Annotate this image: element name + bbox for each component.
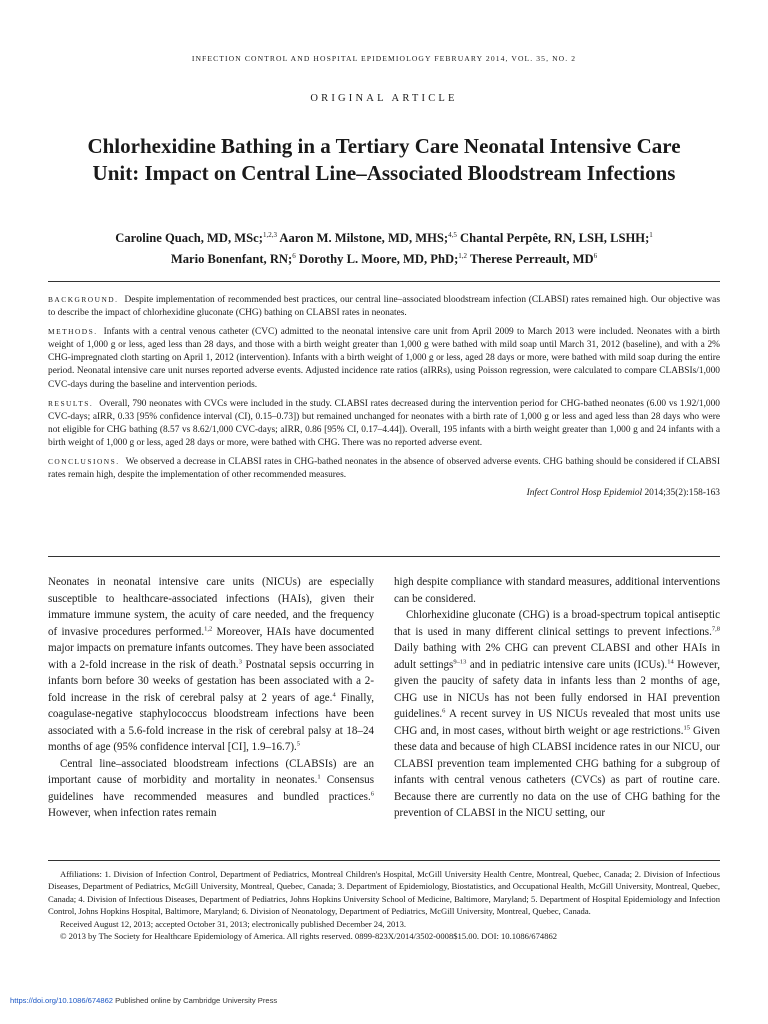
citation-ref: 7,8 xyxy=(711,624,720,632)
citation-ref: 1,2 xyxy=(204,624,213,632)
published-note: Published online by Cambridge University Press xyxy=(113,996,278,1005)
author-affil: 6 xyxy=(593,252,598,261)
author-affil: 1,2 xyxy=(458,252,468,261)
author-list xyxy=(60,226,708,268)
text: Moreover, HAIs have documented major impacts on premature infants outcomes. They have been associated with a 2-fold increase in the risk of death. xyxy=(48,625,374,671)
body-column-right xyxy=(394,574,720,822)
text: Daily bathing with 2% CHG can prevent CLABSI and other HAIs in adult settings xyxy=(394,642,720,671)
citation-ref: 1 xyxy=(317,773,321,781)
citation-ref: 5 xyxy=(296,740,301,748)
text: However, when infection rates remain xyxy=(48,807,217,819)
title-line-1: Chlorhexidine Bathing in a Tertiary Care Neonatal Intensive Care xyxy=(87,134,681,158)
citation-journal: Infect Control Hosp Epidemiol xyxy=(526,488,643,499)
citation xyxy=(48,487,720,500)
received-dates: Received August 12, 2013; accepted October 31, 2013; electronically published December 24, 2013. xyxy=(60,918,407,929)
text: Postnatal sepsis occurring in infants born before 30 weeks of gestation has been associated with a 2-fold increase in the risk of cerebral palsy at 2 years of age. xyxy=(48,658,374,704)
author: Aaron M. Milstone, MD, MHS; xyxy=(276,231,449,246)
body-column-left xyxy=(48,574,374,822)
citation-ref: 4 xyxy=(332,690,336,698)
text: high despite compliance with standard measures, additional interventions can be considered. xyxy=(394,576,720,605)
abstract-text: We observed a decrease in CLABSI rates in CHG-bathed neonates in the absence of observed adverse events. CHG bathing should be considered if CLABSI rates remain high, despite the implementation of other recommended measures. xyxy=(48,457,720,481)
divider xyxy=(48,556,720,557)
abstract-text: Infants with a central venous catheter (CVC) admitted to the neonatal intensive care unit from April 2009 to March 2013 were included. Neonates with a birth weight of 1,000 g or less, aged less than 28 days, and those with a birth weight greater than 1,000 g were bathed with mild soap until March 31, 2012 (baseline), and with a 2% CHG-impregnated cloth starting on April 1, 2012 (intervention). Infants with a birth weight of 1,000 g or less, aged 28 days or more, were bathed with mild soap during the entire period. Neonatal intensive care unit nurses reported adverse events. Adjusted incidence rate ratios (aIRRs), using Poisson regression, were calculated to compare CLABSIs/1,000 CVC-days during the baseline and intervention periods. xyxy=(48,327,720,390)
author: Dorothy L. Moore, MD, PhD; xyxy=(295,252,459,267)
abstract-background xyxy=(48,293,720,320)
title-line-2: Unit: Impact on Central Line–Associated Bloodstream Infections xyxy=(92,161,676,185)
paragraph xyxy=(394,574,720,607)
abstract-heading: BACKGROUND. xyxy=(48,295,119,304)
abstract-results xyxy=(48,397,720,450)
author-affil: 1,2,3 xyxy=(262,231,277,239)
paragraph xyxy=(394,607,720,822)
page-footer xyxy=(10,996,277,1005)
copyright-line: © 2013 by The Society for Healthcare Epidemiology of America. All rights reserved. 0899-823X/2014/3502-0008$15.00. DOI: 10.1086/674862 xyxy=(60,931,558,942)
article-type: ORIGINAL ARTICLE xyxy=(310,93,458,104)
abstract-text: Despite implementation of recommended best practices, our central line–associated bloodstream infection (CLABSI) rates remained high. Our objective was to describe the impact of chlorhexidine gluconate (CHG) bathing on CLABSI rates in neonates. xyxy=(48,295,720,319)
text: and in pediatric intensive care units (ICUs). xyxy=(466,658,668,671)
author-affil: 4,5 xyxy=(448,231,457,239)
article-title xyxy=(40,133,728,187)
abstract-text: Overall, 790 neonates with CVCs were included in the study. CLABSI rates decreased during the intervention period for CHG-bathed neonates (6.00 vs 1.92/1,000 CVC-days; aIRR, 0.33 [95% confidence interval (CI), 0.15–0.73]) but remained unchanged for neonates with a birth rate of 1,000 g or less and aged less than 28 days who were not eligible for CHG bathing (8.57 vs 8.62/1,000 CVC-days; aIRR, 0.86 [95% CI, 0.17–4.44]). Overall, 195 infants with a birth weight greater than 1,000 g and 24 infants with a birth weight of 1,000 g or less, aged 28 days or more, were bathed with CHG. There was no reported adverse event. xyxy=(48,398,720,448)
abstract-methods xyxy=(48,325,720,391)
text: However, given the paucity of safety data in infants less than 2 months of age, CHG use in NICUs has not been fully endorsed in HAI prevention guidelines. xyxy=(394,658,721,720)
text: Given these data and because of high CLABSI incidence rates in our NICU, our CLABSI prevention team implemented CHG bathing for a subgroup of infants with central venous catheters (CVCs) as part of routine care. Because there are currently no data on the use of CHG bathing for the prevention of CLABSI in the NICU setting, our xyxy=(394,724,720,819)
text: Central line–associated bloodstream infections (CLABSIs) are an important cause of morbidity and mortality in neonates. xyxy=(48,757,374,786)
citation-ref: 9–13 xyxy=(453,657,467,665)
citation-ref: 15 xyxy=(683,723,690,731)
doi-link[interactable]: https://doi.org/10.1086/674862 xyxy=(10,996,114,1005)
citation-ref: 2014;35(2):158-163 xyxy=(642,488,720,499)
divider xyxy=(48,281,720,282)
text: A recent survey in US NICUs revealed that most units use CHG and, in most cases, without birth weight or age restrictions. xyxy=(394,708,720,737)
citation-ref: 3 xyxy=(238,657,242,665)
text: Consensus guidelines have recommended measures and bundled practices. xyxy=(48,774,374,803)
paragraph xyxy=(48,756,374,822)
author-affil: 6 xyxy=(292,252,296,261)
author: Therese Perreault, MD xyxy=(467,252,594,267)
abstract-heading: CONCLUSIONS. xyxy=(48,457,120,467)
text: Neonates in neonatal intensive care units (NICUs) are especially susceptible to healthcare-associated infections (HAIs), given their immature immune system, the acuity of care needed, and the frequency of invasive procedures performed. xyxy=(48,576,374,638)
author: Chantal Perpête, RN, LSH, LSHH; xyxy=(456,231,650,246)
author: Caroline Quach, MD, MSc; xyxy=(115,231,263,246)
author: Mario Bonenfant, RN; xyxy=(170,252,293,267)
running-head: INFECTION CONTROL AND HOSPITAL EPIDEMIOLOGY FEBRUARY 2014, VOL. 35, NO. 2 xyxy=(191,54,577,63)
citation-ref: 6 xyxy=(370,789,374,797)
abstract-conclusions xyxy=(48,455,720,482)
text: Chlorhexidine gluconate (CHG) is a broad-spectrum topical antiseptic that is used in many different clinical settings to prevent infections. xyxy=(394,609,720,638)
abstract-heading: METHODS. xyxy=(48,327,98,337)
divider xyxy=(48,860,720,861)
citation-ref: 6 xyxy=(442,707,446,715)
affiliations-footnote xyxy=(48,868,720,942)
text: Finally, coagulase-negative staphylococcus bloodstream infections have been associated with a 5.6-fold increase in the risk of cerebral palsy at 18–24 months of age (95% confidence interval [CI], 1.9–16.7). xyxy=(48,691,375,753)
author-affil: 1 xyxy=(649,231,653,239)
affiliations-text: Affiliations: 1. Division of Infection Control, Department of Pediatrics, Montreal Children's Hospital, McGill University Health Centre, Montreal, Quebec, Canada; 2. Division of Infectious Diseases, Department of Pediatrics, McGill University, Montreal, Quebec, Canada; 3. Department of Epidemiology, Biostatistics, and Occupational Health, McGill University, Montreal, Quebec, Canada; 4. Division of Infectious Diseases, Department of Pediatrics, Johns Hopkins University School of Medicine, Baltimore, Maryland; 5. Department of Hospital Epidemiology and Infection Control, Johns Hopkins Hospital, Baltimore, Maryland; 6. Division of Neonatology, Department of Pediatrics, McGill University, Montreal, Quebec, Canada. xyxy=(48,869,720,917)
body-text xyxy=(48,574,720,822)
paragraph xyxy=(48,574,374,756)
abstract-heading: RESULTS. xyxy=(48,398,94,408)
abstract xyxy=(48,293,720,505)
citation-ref: 14 xyxy=(667,657,674,665)
